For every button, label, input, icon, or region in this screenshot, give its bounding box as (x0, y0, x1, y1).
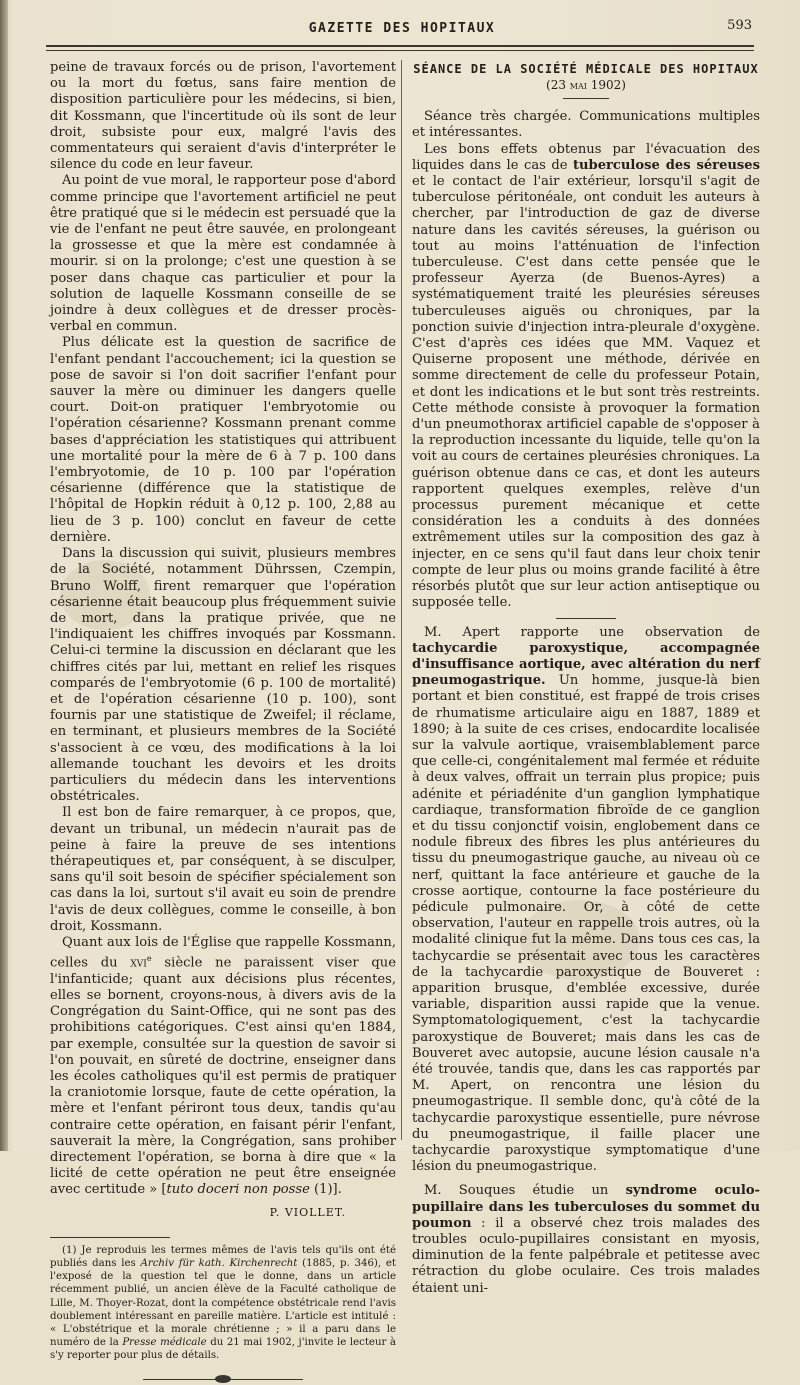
text-run: M. Apert rapporte une observation de (424, 624, 760, 640)
keyword: tuberculose des séreuses (572, 157, 760, 173)
text-run: (1)]. (309, 1182, 342, 1198)
journal-title: GAZETTE DES HOPITAUX (308, 21, 496, 36)
text-run: siècle ne paraissent viser que l'infanticide; quant aux décisions plus récentes, elles se bornent, croyons-nous, à divers avis de la Congrégation du Saint-Office, qui ne sont pas des prohibitions catégoriques. C'est ainsi qu'en 1884, par exemple, consultée sur la question de savoir si l'on pouvait, en sûreté de doctrine, enseigner dans les écoles catholiques qu'il est permis de pratiquer la craniotomie lorsque, faute de cette opération, la mère et l'enfant périront tous deux, tandis qu'au contraire cette opération, en faisant périr l'enfant, sauverait la mère, la Congrégation, sans prohiber directement l'opération, se borna à dire que « la licité de cette opération ne peut être enseignée avec certitude » [ (50, 955, 396, 1198)
header-rule-thick (46, 45, 754, 47)
page-number: 593 (727, 18, 752, 33)
paragraph: Au point de vue moral, le rapporteur pose d'abord comme principe que l'avortement artificiel ne peut être pratiqué que si le médecin est persuadé que la vie de l'enfant ne peut être sauvée, en prolongeant la grossesse et que la mère est condamnée à mourir. si on la prolonge; c'est une question à se poser dans chaque cas particulier et pour la solution de laquelle Kossmann conseille de se joindre à deux collègues et de dresser procès-verbal en commun. (50, 173, 396, 335)
page-binding-edge (0, 0, 8, 1151)
keyword: tachycardie paroxystique, accompagnée d'insuffisance aortique, avec altération du nerf pneumogastrique. (412, 640, 760, 689)
journal-name: Archiv für kath. Kirchenrecht (140, 1257, 298, 1269)
section-title: SÉANCE DE LA SOCIÉTÉ MÉDICALE DES HOPITAUX (413, 62, 759, 76)
left-column (50, 60, 396, 1385)
text-run: et le contact de l'air extérieur, lorsqu'il s'agit de tuberculose péritonéale, ont conduit les auteurs à chercher, par l'introduction de gaz de diverse nature dans les cavités séreuses, la guérison ou tout au moins l'atténuation de l'infection tuberculeuse. C'est dans cette pensée que le professeur Ayerza (de Buenos-Ayres) a systématiquement traité les pleurésies séreuses tuberculeuses aiguës ou chroniques, par la ponction suivie d'injection intra-pleurale d'oxygène. C'est d'après ces idées que MM. Vaquez et Quiserne proposent une méthode, dérivée en somme directement de celle du professeur Potain, et dont les indications et le but sont très restreints. Cette méthode consiste à provoquer la formation d'un pneumothorax artificiel capable de s'opposer à la reproduction incessante du liquide, telle qu'on la voit au cours de certaines pleurésies chroniques. La guérison obtenue dans ce cas, et dont les auteurs rapportent quelques exemples, relève d'un processus purement mécanique et cette considération les a conduits à des données extrêmement utiles sur la composition des gaz à injecter, en ce sens qu'il faut dans leur choix tenir compte de leur plus ou moins grande facilité à être résorbés plutôt que sur leur action antiseptique ou supposée telle. (412, 174, 760, 611)
paragraph (50, 935, 396, 1199)
text-run: (1885, p. 346), et l'exposé de la question tel que le donne, dans un article récemment publié, un ancien élève de la Faculté catholique de Lille, M. Thoyer-Rozat, dont la compétence obstétricale rend l'avis doublement intéressant en pareille matière. L'article est intitulé : « L'obstétrique et la morale chrétienne ; » il a paru dans le numéro de la (50, 1257, 396, 1349)
text-run: Quant aux lois de l'Église que rappelle Kossmann, celles du (50, 934, 396, 971)
text-run: Un homme, jusque-là bien portant et bien constitué, est frappé de trois crises de rhumatisme articulaire aigu en 1887, 1889 et 1890; à la suite de ces crises, endocardite localisée sur la valvule aortique, vraisemblablement parce que celle-ci, congénitalement mal fermée et réduite à deux valves, offrait un terrain plus propice; puis adénite et périadénite d'un ganglion lymphatique cardiaque, transformation fibroïde de ce ganglion et du tissu conjonctif voisin, englobement dans ce nodule fibreux des fibres les plus antérieures du tissu du pneumogastrique gauche, au niveau où ce nerf, quittant la face antérieure et gauche de la crosse aortique, contourne la face postérieure du pédicule pulmonaire. Or, à côté de cette observation, l'auteur en rappelle trois autres, où la modalité clinique fut la même. Dans tous ces cas, la tachycardie se présentait avec tous les caractères de la tachycardie paroxystique de Bouveret : apparition brusque, d'emblée excessive, durée variable, disparition aussi rapide que la venue. Symptomatologiquement, c'est la tachycardie paroxystique de Bouveret; mais dans les cas de Bouveret avec autopsie, aucune lésion causale n'a été trouvée, tandis que, dans les cas rapportés par M. Apert, on rencontra une lésion du pneumogastrique. Il semble donc, qu'à côté de la tachycardie paroxystique essentielle, pure névrose du pneumogastrique, il faille placer une tachycardie paroxystique symptomatique d'une lésion du pneumogastrique. (412, 673, 760, 1175)
paragraph: Plus délicate est la question de sacrifice de l'enfant pendant l'accouchement; ici la question se pose de savoir si l'on doit sacrifier l'enfant pour sauver la mère ou diminuer les dangers quelle court. Doit-on pratiquer l'embryotomie ou l'opération césarienne? Kossmann prenant comme bases d'appréciation les statistiques qui attribuent une mortalité pour la mère de 6 à 7 p. 100 dans l'embryotomie, de 10 p. 100 par l'opération césarienne (différence que la statistique de l'hôpital de Hopkin réduit à 0,12 p. 100, 2,88 au lieu de 3 p. 100) conclut en faveur de cette dernière. (50, 335, 396, 545)
century-numeral: xvi (130, 955, 147, 971)
section-date (412, 77, 760, 93)
author-signature: P. VIOLLET. (269, 1205, 346, 1219)
paragraph-separator (556, 618, 616, 619)
footnote-rule (50, 1237, 170, 1238)
paragraph: Séance très chargée. Communications multiples et intéressantes. (412, 109, 760, 141)
spacer (412, 1175, 760, 1183)
journal-name: Presse médicale (122, 1337, 207, 1349)
section-ornament (143, 1375, 303, 1385)
column-divider (401, 60, 402, 1140)
text-run: M. Souques étudie un (424, 1183, 626, 1199)
paragraph (412, 142, 760, 612)
century-suffix: e (146, 954, 152, 964)
ornament-dot (215, 1375, 231, 1383)
keyword: syndrome oculo-pupillaire dans les tuberculoses du sommet du poumon (412, 1183, 760, 1231)
section-rule (563, 98, 609, 99)
footnote-text (50, 1244, 396, 1363)
right-column (412, 60, 760, 1297)
paragraph: peine de travaux forcés ou de prison, l'avortement ou la mort du fœtus, sans faire mention de disposition particulière pour les médecins, si bien, dit Kossmann, que l'incertitude où ils sont de leur droit, subsiste pour eux, malgré l'avis des commentateurs qui seraient d'avis d'interpréter le silence du code en leur faveur. (50, 60, 396, 173)
text-run: 1902) (586, 78, 626, 92)
footnote (50, 1244, 396, 1363)
latin-quote: tuto doceri non posse (166, 1182, 310, 1198)
paragraph: Dans la discussion qui suivit, plusieurs membres de la Société, notamment Dührssen, Czempin, Bruno Wolff, firent remarquer que l'opération césarienne était beaucoup plus fréquemment suivie de mort, dans la pratique privée, que ne l'indiquaient les chiffres invoqués par Kossmann. Celui-ci termine la discussion en déclarant que les chiffres cités par lui, mettant en relief les risques comparés de l'embryotomie (6 p. 100 de mortalité) et de l'opération césarienne (10 p. 100), sont fournis par une statistique de Zweifel; il réclame, en terminant, et plusieurs membres de la Société s'associent à ce vœu, des modifications à la loi allemande touchant les devoirs et les droits particuliers du médecin dans les interventions obstétricales. (50, 546, 396, 805)
page-header (46, 14, 758, 42)
paragraph (412, 1183, 760, 1296)
paragraph (412, 625, 760, 1176)
text-run: (23 (546, 78, 570, 92)
paragraph: Il est bon de faire remarquer, à ce propos, que, devant un tribunal, un médecin n'aurait pas de peine à faire la preuve de ses intentions thérapeutiques et, par conséquent, à se disculper, sans qu'il soit besoin de spécifier spécialement son cas dans la loi, surtout s'il avait eu soin de prendre l'avis de deux collègues, comme le conseille, à bon droit, Kossmann. (50, 805, 396, 934)
text-run: : il a observé chez trois malades des troubles oculo-pupillaires consistant en myosis, diminution de la fente palpébrale et petitesse avec rétraction du globe oculaire. Ces trois malades étaient uni- (412, 1215, 760, 1296)
text-run: du 21 mai 1902, j'invite le lecteur à s'y reporter pour plus de détails. (50, 1337, 397, 1362)
date-month: mai (569, 78, 587, 92)
text-run: Les bons effets obtenus par l'évacuation des liquides dans le cas de (412, 141, 760, 173)
text-run: (1) Je reproduis les termes mêmes de l'avis tels qu'ils ont été publiés dans les (50, 1244, 396, 1269)
header-rule-thin (46, 50, 754, 51)
